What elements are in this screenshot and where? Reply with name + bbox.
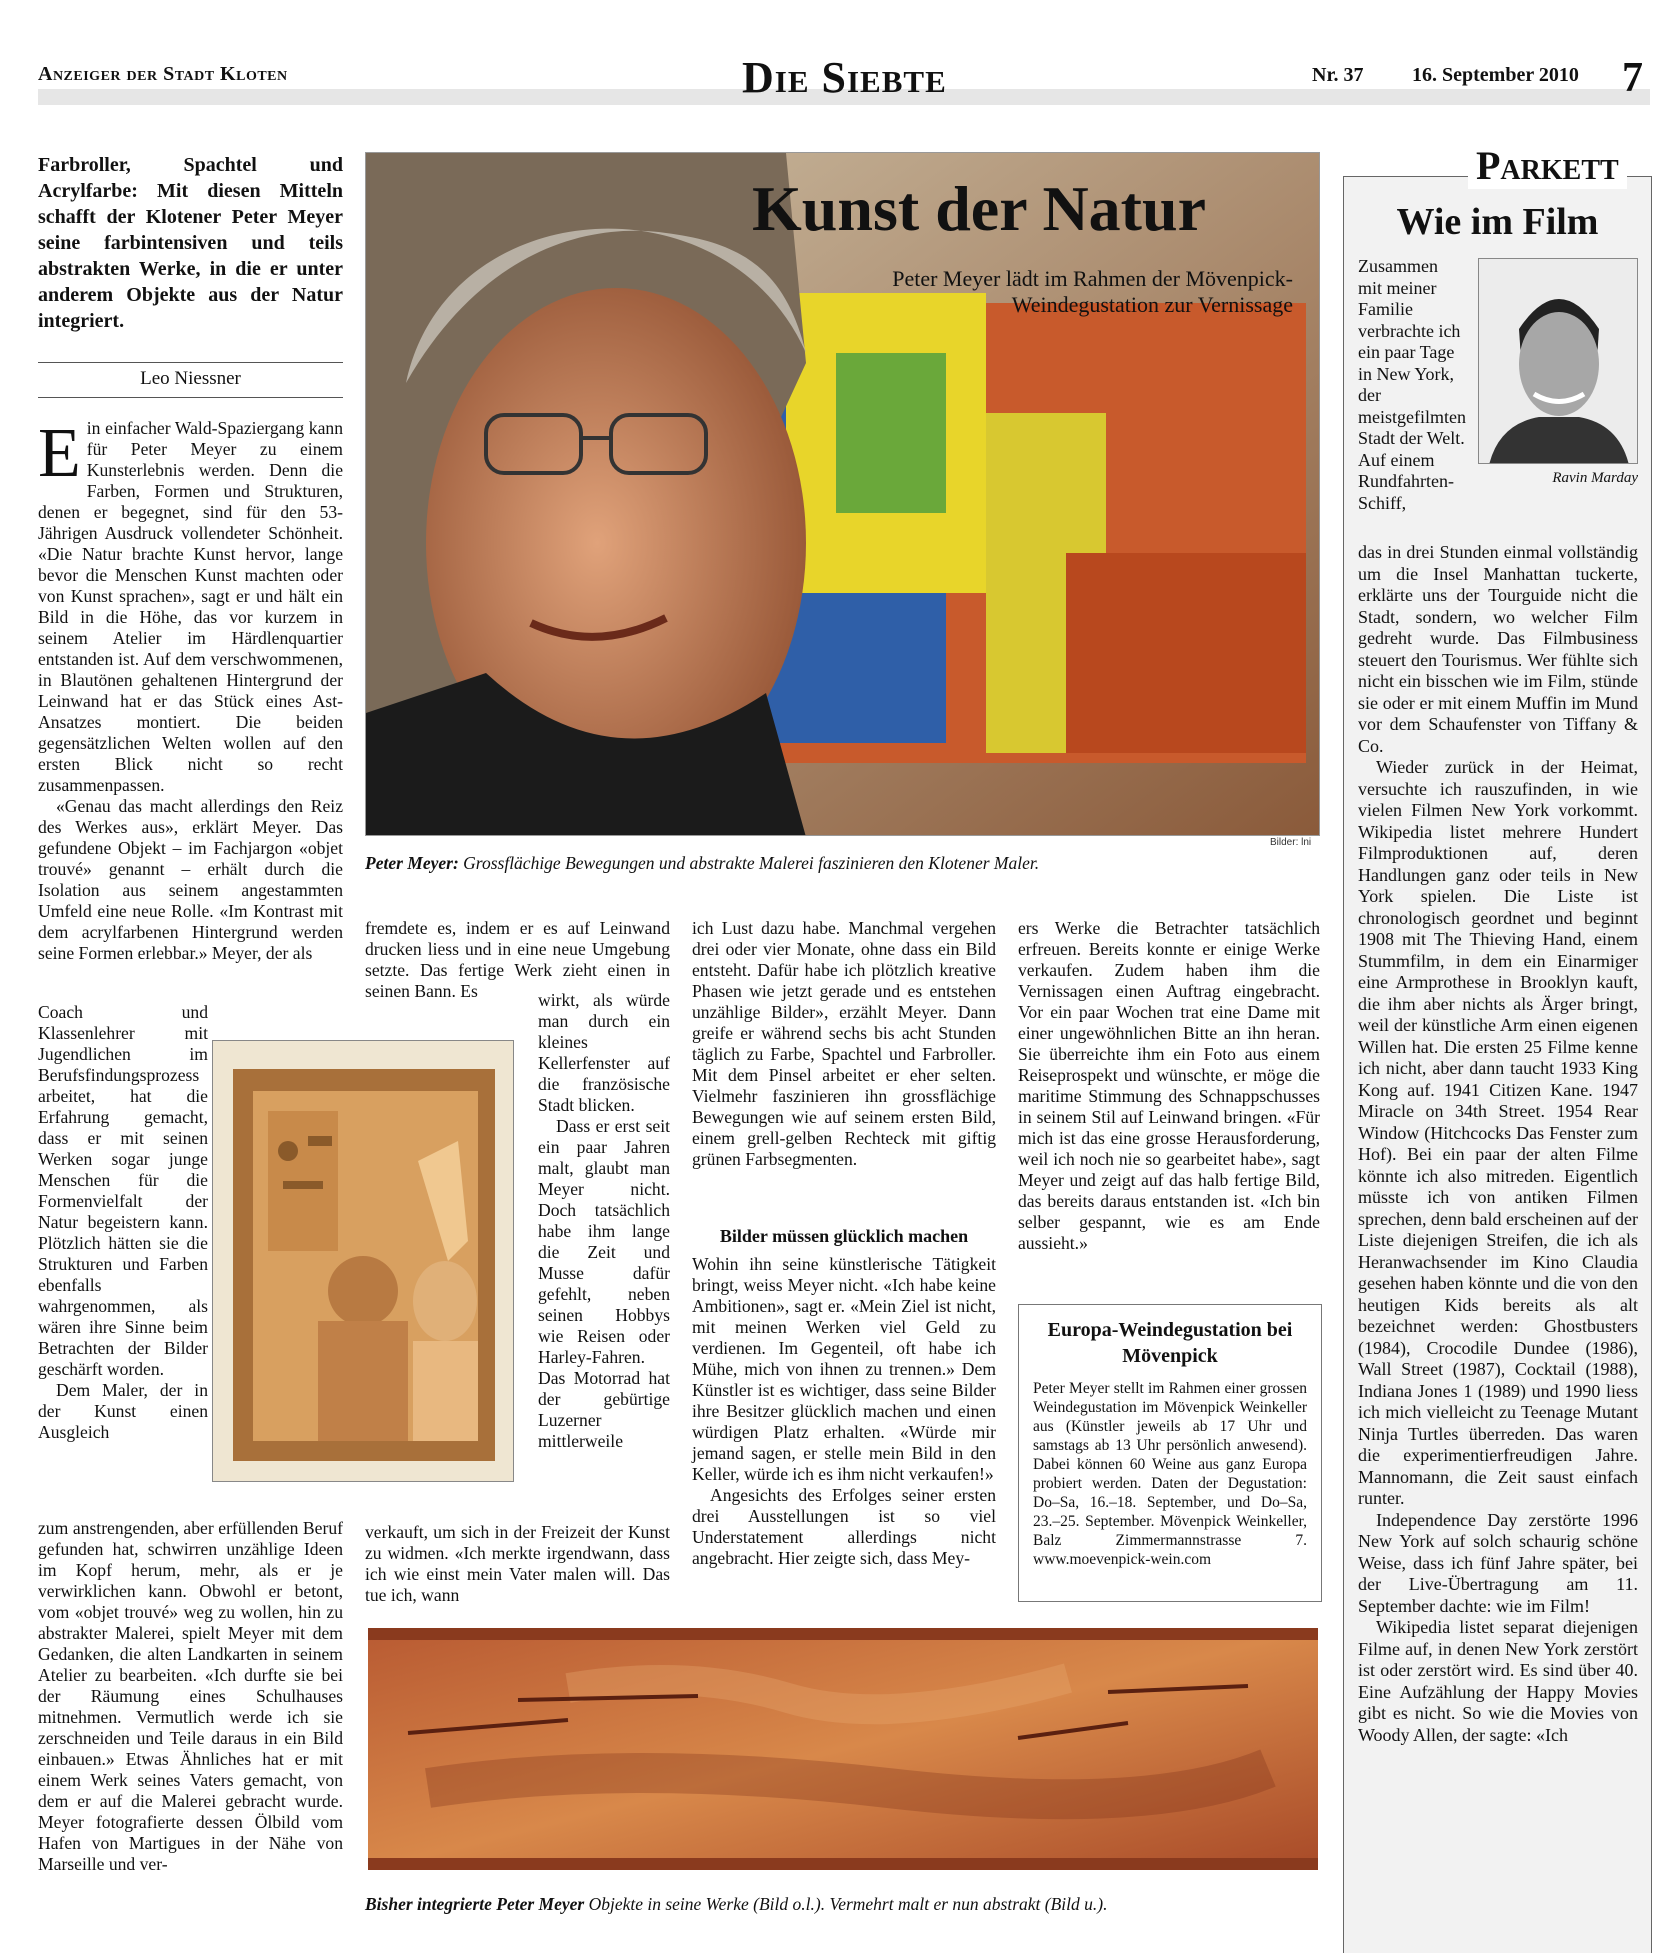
article-subheading: Bilder müssen glücklich machen (719, 1226, 969, 1246)
drop-cap: E (38, 415, 81, 492)
sidebar-title: Wie im Film (1396, 201, 1599, 243)
paragraph: wirkt, als würde man durch ein kleines Kellerfenster auf die französische Stadt blicken. (538, 990, 670, 1115)
divider (38, 362, 343, 363)
caption-text: Grossflächige Bewegungen und abstrakte Malerei faszinieren den Klotener Maler. (458, 853, 1040, 873)
paragraph: Dem Maler, der in der Kunst einen Ausgleich (38, 1380, 208, 1442)
article-column-2-narrow (538, 990, 670, 1452)
paragraph: das in drei Stunden einmal vollständig um die Insel Manhattan tuckerte, erklärte uns der Tourguide nicht die Stadt, sondern, wo welcher Film gedreht wurde. Das Filmbusiness steuert den Tourismus. Wer fühlte sich nicht ein bisschen wie im Film, stünde sie oder er mit einem Muffin im Mund vor dem Schaufenster von Tiffany & Co. (1358, 542, 1638, 756)
paragraph: Wikipedia listet separat diejenigen Filme auf, in denen New York zerstört ist oder zerstört wird. Es sind über 40. Eine Aufzählung der Happy Movies gibt es nicht. So wie die Movies von Woody Allen, der sagte: «Ich (1358, 1617, 1638, 1745)
article-headline: Kunst der Natur (752, 173, 1206, 244)
paragraph: Coach und Klassenlehrer mit Jugendlichen im Berufsfindungsprozess arbeitet, hat die Erfahrung gemacht, dass er mit seinen Werken sogar junge Menschen für die Formenvielfalt der Natur begeistern kann. Plötzlich hätten sie die Strukturen und Farben ebenfalls wahrgenommen, als wären ihre Sinne beim Betrachten der Bilder geschärft worden. (38, 1002, 208, 1379)
paragraph: verkauft, um sich in der Freizeit der Kunst zu widmen. «Ich merkte irgendwann, dass ich wie einst mein Vater malen will. Das tue ich, wann (365, 1522, 670, 1605)
paragraph: fremdete es, indem er es auf Leinwand drucken liess und in eine neue Umgebung setzte. Das fertige Werk zieht einen in seinen Bann. Es (365, 918, 670, 1001)
abstract-painting (368, 1628, 1318, 1870)
sidebar-label: Parkett (1468, 142, 1627, 189)
issue-date: 16. September 2010 (1412, 64, 1579, 86)
author-portrait-image (1479, 259, 1638, 464)
article-subhead: Peter Meyer lädt im Rahmen der Mövenpick-Weindegustation zur Vernissage (892, 266, 1293, 317)
abstract-painting-image (368, 1628, 1318, 1870)
paragraph: Wohin ihn seine künstlerische Tätigkeit bringt, weiss Meyer nicht. «Ich habe keine Ambitionen», sagt er. «Mein Ziel ist nicht, mit meinen Werken viel Geld zu verdienen. Im Gegenteil, oft habe ich Mühe, mich von ihnen zu trennen.» Dem Künstler ist es wichtiger, dass seine Bilder ihre Besitzer glücklich machen und einen würdigen Platz erhalten. «Würde mir jemand sagen, er stelle mein Bild in den Keller, würde ich es ihm nicht verkaufen!» (692, 1254, 996, 1484)
divider (38, 397, 343, 398)
paragraph: Angesichts des Erfolges seiner ersten drei Ausstellungen ist so viel Understatement allerdings nicht angebracht. Hier zeigte sich, dass Mey- (692, 1485, 996, 1568)
article-column-1-narrow (38, 1002, 208, 1443)
painting-caption (365, 1894, 1320, 1915)
caption-name: Peter Meyer: (365, 853, 459, 873)
sidebar-text-narrow: Zusammen mit meiner Familie verbrachte ich ein paar Tage in New York, der meistgefilmten Stadt der Welt. Auf einem Rundfahrten-Schiff, (1358, 256, 1466, 513)
caption-text: Objekte in seine Werke (Bild o.l.). Vermehrt malt er nun abstrakt (Bild u.). (584, 1894, 1108, 1914)
portrait-photo (365, 152, 1320, 836)
article-column-1-bottom (38, 1518, 343, 1875)
paragraph: ich Lust dazu habe. Manchmal vergehen drei oder vier Monate, ohne dass ein Bild entsteht. Dafür habe ich plötzlich kreative Phasen wie jetzt gerade und es entstehen unzählige Bilder», erzählt Meyer. Dann greife er während sechs bis acht Stunden täglich zu Farbe, Spachtel und Farbroller. Mit dem Pinsel arbeitet er eher selten. Vielmehr faszinieren ihn grossflächige Bewegungen wie auf seinem ersten Bild, einem grell-gelben Rechteck mit giftig grünen Farbsegmenten. (692, 918, 996, 1169)
paragraph: ers Werke die Betrachter tatsächlich erfreuen. Bereits konnte er einige Werke verkaufen. Zudem haben ihm die Vernissagen einen Auftrag eingebracht. Vor ein paar Wochen trat eine Dame mit einer ungewöhnlichen Bitte an ihn heran. Sie überreichte ihm ein Foto aus einem Reiseprospekt und wünschte, er möge die maritime Stimmung des Schnappschusses in seinem Stil auf Leinwand bringen. «Für mich ist das eine grosse Herausforderung, weil ich noch nie so gearbeitet habe», sagt Meyer und zeigt auf das halb fertige Bild, das bereits daraus entstanden ist. «Ich bin selber gespannt, wie es am Ende aussieht.» (1018, 918, 1320, 1253)
section-title: Die Siebte (742, 53, 947, 102)
article-lead: Farbroller, Spachtel und Acrylfarbe: Mit diesen Mitteln schafft der Klotener Peter Meyer seine farbintensiven und teils abstrakten Werke, in die er unter anderem Objekte aus der Natur integriert. (38, 154, 343, 332)
paragraph: Dass er erst seit ein paar Jahren malt, glaubt man Meyer nicht. Doch tatsächlich habe ihm lange die Zeit und Musse dafür gefehlt, neben seinen Hobbys wie Reisen oder Harley-Fahren. Das Motorrad hat der gebürtige Luzerner mittlerweile (538, 1116, 670, 1451)
event-info-box (1018, 1304, 1322, 1602)
paragraph: zum anstrengenden, aber erfüllenden Beruf gefunden hat, schwirren unzählige Ideen im Kopf herum, mehr, als er je verwirklichen kann. Obwohl er betont, vom «objet trouvé» weg zu wollen, hin zu abstrakter Malerei, spielt Meyer mit dem Gedanken, die alten Landkarten in seinem Atelier zu bearbeiten. «Ich durfte sie bei der Räumung eines Schulhauses mitnehmen. Vermutlich werde ich sie zerschneiden und Teile daraus in ein Bild einbauen.» Etwas Ähnliches hat er mit einem Werk seines Vaters gemacht, von dem er auf die Malerei gebracht wurde. Meyer fotografierte dessen Ölbild vom Hafen von Martigues in der Nähe von Marseille und ver- (38, 1518, 343, 1874)
relief-artwork-image (212, 1040, 514, 1482)
photo-credit: Bilder: lni (1270, 837, 1312, 848)
portrait-caption: Ravin Marday (1552, 470, 1638, 486)
article-column-2-bottom (365, 1522, 670, 1606)
paragraph: in einfacher Wald-Spaziergang kann für Peter Meyer zu einem Kunsterlebnis werden. Denn die Farben, Formen und Strukturen, denen er begegnet, sind für den 53-Jährigen Ausdruck vollendeter Schönheit. «Die Natur brachte Kunst hervor, lange bevor die Menschen Kunst machten oder von Kunst sprachen», sagt er und hält ein Bild in die Höhe, das vor kurzem in seinem Atelier im Härdlenquartier entstanden ist. Auf dem verschwommenen, in Blautönen gehaltenen Hintergrund der Leinwand hat er das Stück eines Ast-Ansatzes montiert. Die beiden gegensätzlichen Welten wollen auf den ersten Blick nicht so recht zusammenpassen. (38, 418, 343, 795)
relief-artwork (213, 1041, 514, 1482)
paragraph: «Genau das macht allerdings den Reiz des Werkes aus», erklärt Meyer. Das gefundene Objekt – im Fachjargon «objet trouvé» genannt – erhält durch die Isolation aus seinem angestammten Umfeld eine neue Rolle. «Im Kontrast mit dem acrylfarbenen Hintergrund werden seine Formen erlebbar.» Meyer, der als (38, 796, 343, 963)
article-column-3-bottom (692, 1254, 996, 1569)
article-column-4 (1018, 918, 1320, 1254)
paragraph: Independence Day zerstörte 1996 New York auf solch schaurig schöne Weise, dass ich fünf Jahre später, bei der Live-Übertragung am 11. September dachte: wie im Film! (1358, 1509, 1638, 1616)
article-column-1 (38, 415, 343, 964)
paragraph: Wieder zurück in der Heimat, versuchte ich rauszufinden, in wie vielen Filmen New York vorkommt. Wikipedia listet mehrere Hundert Filmproduktionen auf, deren Handlungen ganz oder teils in New York spielen. Die Liste ist chronologisch geordnet und beginnt 1908 mit The Thieving Hand, einem Stummfilm, in dem ein Einarmiger eine Armprothese in Brooklyn kauft, die ihm aber nichts als Ärger bringt, weil der künstliche Arm einen eigenen Willen hat. Die ersten 25 Filme kenne ich nicht, aber dann taucht 1933 King Kong auf. 1941 Citizen Kane. 1947 Miracle on 34th Street. 1954 Rear Window (Hitchcocks Das Fenster zum Hof). Bei ein paar der alten Filme könnte ich also mitreden. Eigentlich müsste ich von antiken Filmen sprechen, denn bald erscheinen auf der Liste diejenigen Streifen, die ich als Heranwachsender im Kino Claudia gesehen haben könnte und die von den heutigen Kids bereits als alt bezeichnet werden: Ghostbusters (1984), Crocodile Dundee (1986), Wall Street (1987), Cocktail (1988), Indiana Jones 1 (1989) und 1990 liess ich mich vielleicht zu Teenage Mutant Ninja Turtles überreden. Das waren die experimentierfreudigen Jahre. Mannomann, die Zeit saust einfach runter. (1358, 757, 1638, 1508)
author-portrait (1478, 258, 1638, 464)
info-box-title: Europa-Weindegustation bei Mövenpick (1047, 1319, 1293, 1367)
publication-name: Anzeiger der Stadt Kloten (38, 63, 288, 85)
info-box-text: Peter Meyer stellt im Rahmen einer grossen Weindegustation im Mövenpick Weinkeller aus (Künstler jeweils ab 17 Uhr und samstags ab 13 Uhr persönlich anwesend). Dabei können 60 Weine aus ganz Europa probiert werden. Daten der Degustation: Do–Sa, 16.–18. September, und Do–Sa, 23.–25. September. Mövenpick Weinkeller, Balz Zimmermannstrasse 7. www.moevenpick-wein.com (1033, 1380, 1307, 1568)
photo-caption (365, 853, 1320, 874)
article-author: Leo Niessner (140, 368, 241, 389)
caption-name: Bisher integrierte Peter Meyer (365, 1894, 585, 1914)
page-number: 7 (1622, 55, 1643, 101)
article-column-3 (692, 918, 996, 1170)
sidebar-text (1358, 542, 1638, 1746)
issue-number: Nr. 37 (1312, 64, 1364, 86)
photo-artwork (366, 153, 1320, 836)
